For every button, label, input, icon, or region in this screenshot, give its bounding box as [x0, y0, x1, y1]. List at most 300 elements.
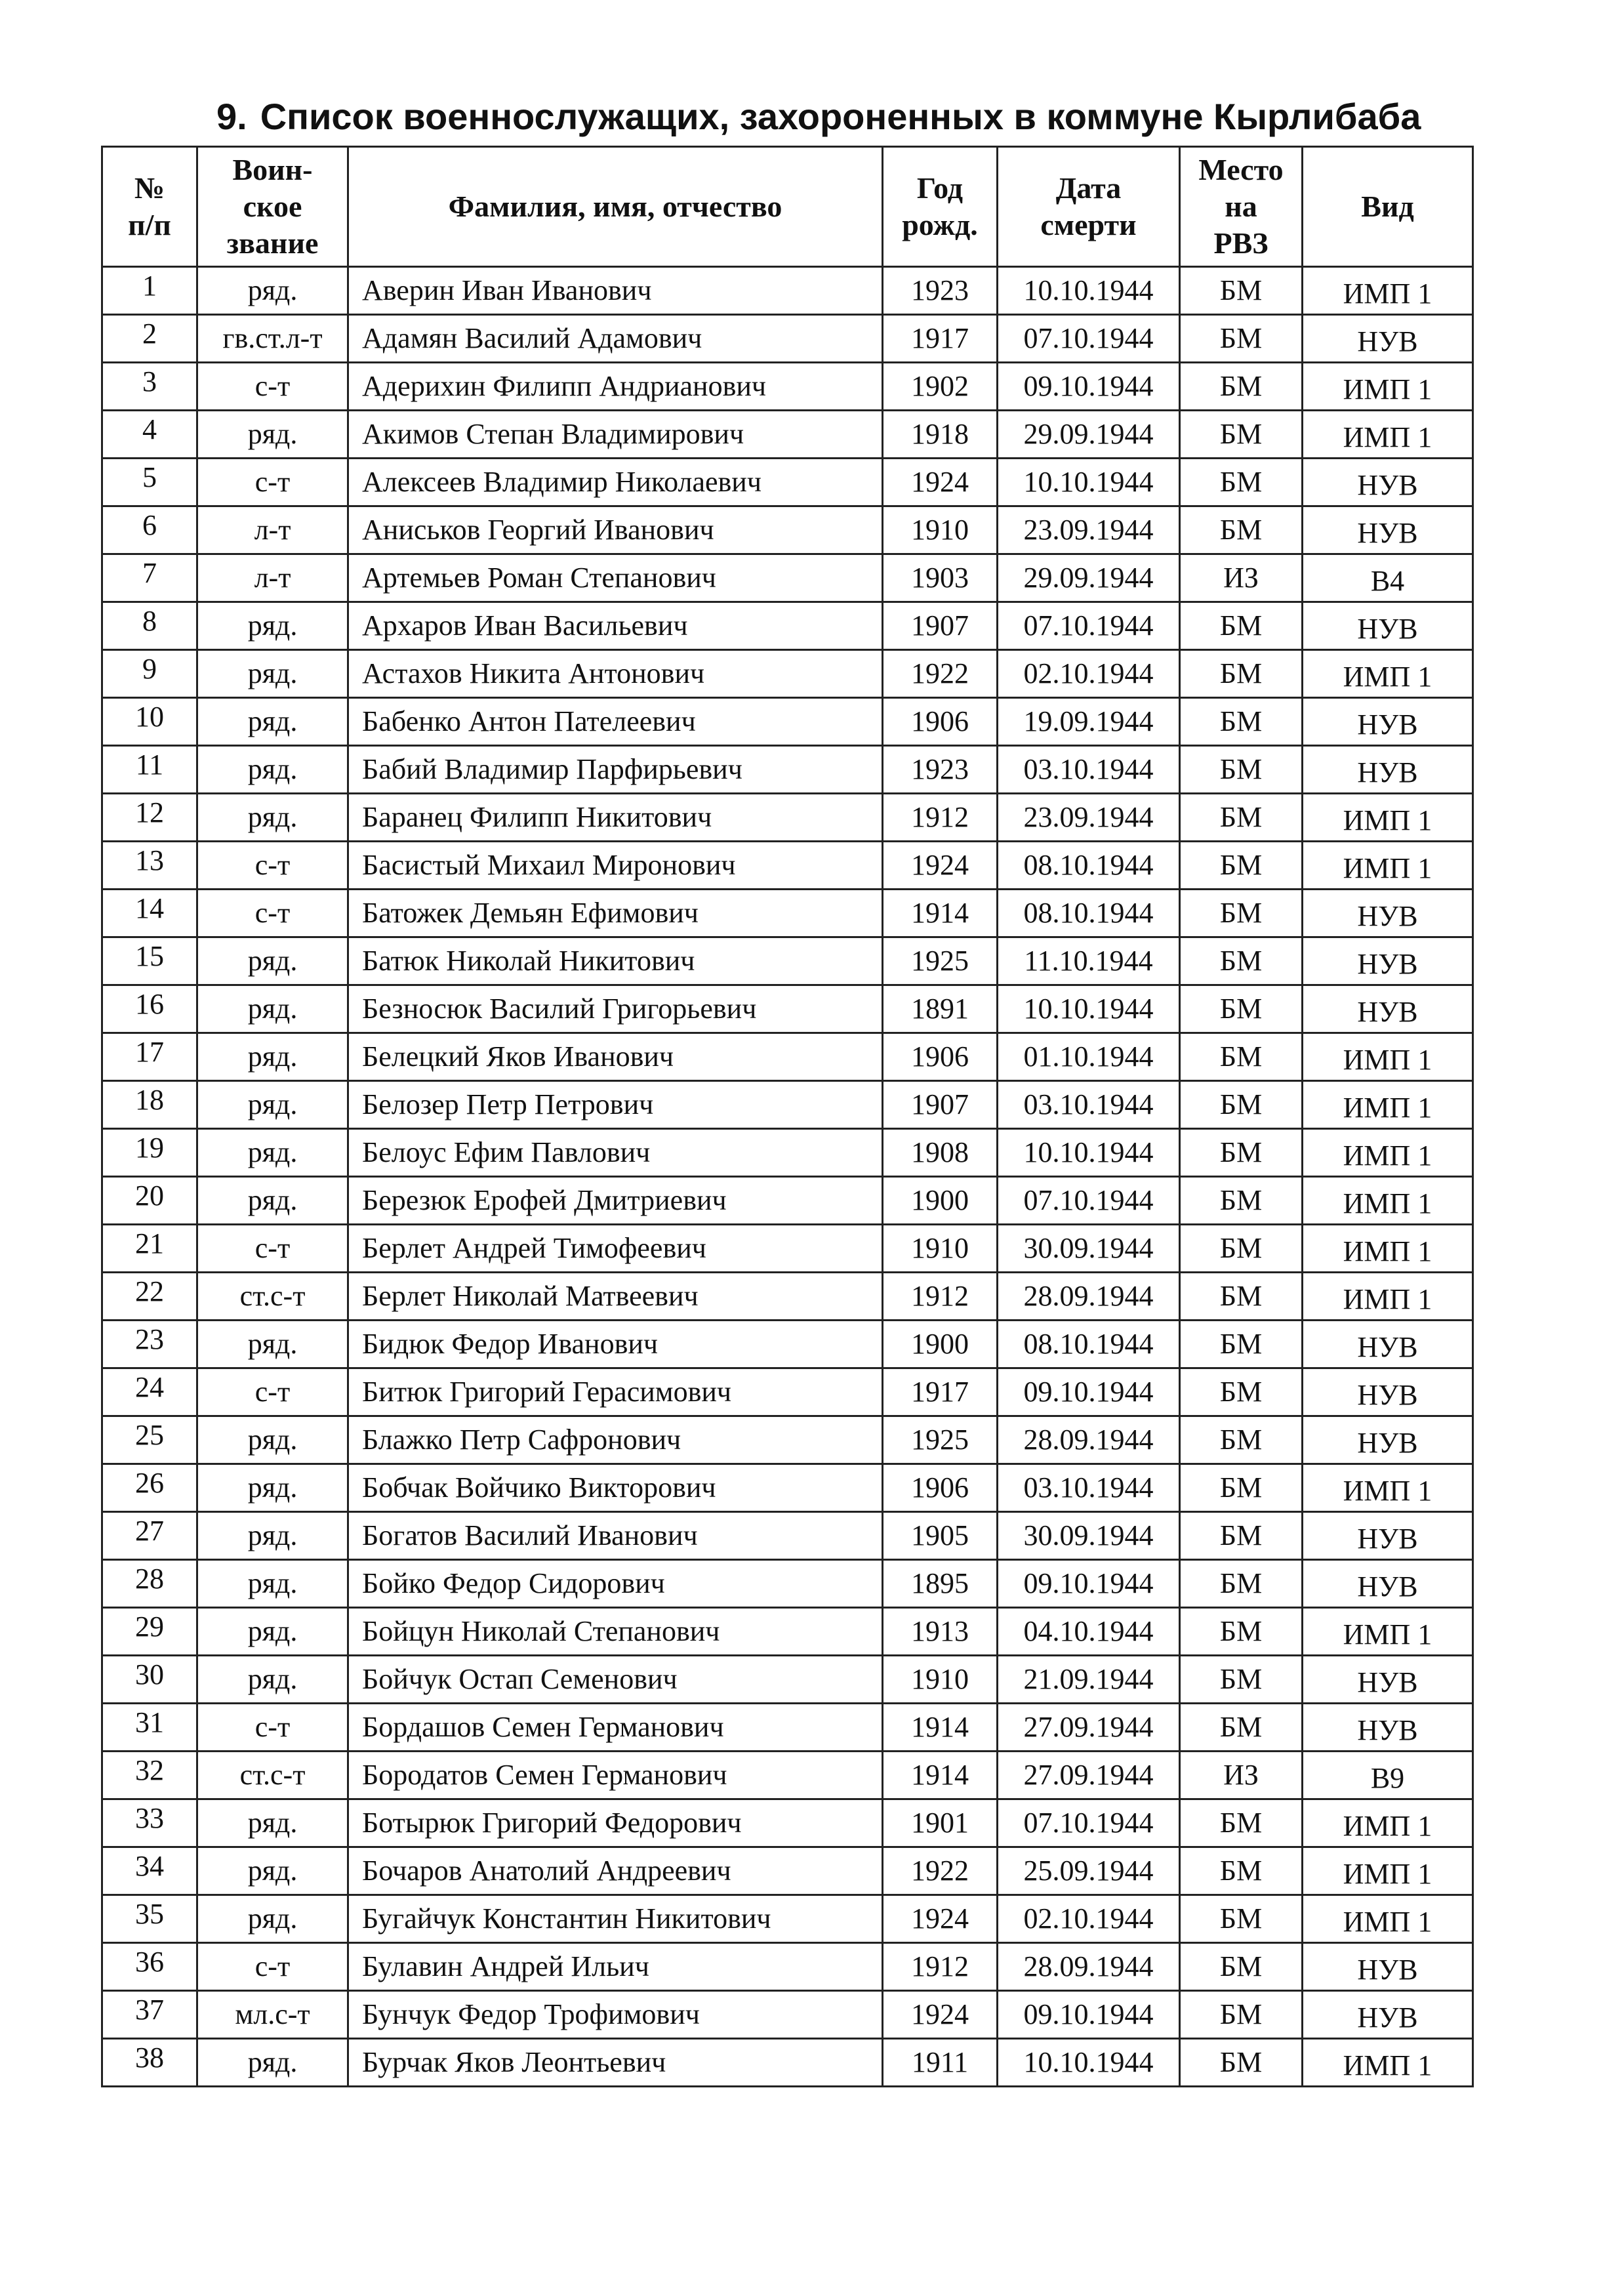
table-row	[102, 650, 1473, 698]
table-row	[102, 459, 1473, 506]
cell-rank: с-т	[197, 1368, 348, 1416]
cell-rank: ряд.	[197, 1416, 348, 1464]
header-birth-year: Год рожд.	[883, 147, 998, 267]
cell-place: БМ	[1180, 985, 1303, 1033]
cell-name: Батожек Демьян Ефимович	[348, 890, 883, 937]
table-row	[102, 842, 1473, 890]
cell-rank: с-т	[197, 1704, 348, 1752]
cell-num: 7	[102, 554, 197, 602]
cell-place: БМ	[1180, 1225, 1303, 1273]
cell-death-date: 23.09.1944	[998, 794, 1180, 842]
cell-name: Булавин Андрей Ильич	[348, 1943, 883, 1991]
cell-rank: ряд.	[197, 698, 348, 746]
cell-rank: ряд.	[197, 1656, 348, 1704]
cell-death-date: 10.10.1944	[998, 1129, 1180, 1177]
cell-death-date: 07.10.1944	[998, 315, 1180, 363]
cell-rank: л-т	[197, 506, 348, 554]
cell-rank: ряд.	[197, 794, 348, 842]
table-row	[102, 1895, 1473, 1943]
cell-kind: ИМП 1	[1303, 363, 1473, 411]
table-row	[102, 2039, 1473, 2087]
cell-death-date: 09.10.1944	[998, 1368, 1180, 1416]
cell-death-date: 11.10.1944	[998, 937, 1180, 985]
cell-kind: НУВ	[1303, 1512, 1473, 1560]
cell-place: БМ	[1180, 602, 1303, 650]
cell-name: Баранец Филипп Никитович	[348, 794, 883, 842]
burial-roster-table	[101, 146, 1474, 2087]
cell-birth-year: 1924	[883, 1991, 998, 2039]
cell-rank: ряд.	[197, 1129, 348, 1177]
cell-kind: ИМП 1	[1303, 1081, 1473, 1129]
table-row	[102, 1225, 1473, 1273]
cell-rank: ст.с-т	[197, 1752, 348, 1799]
cell-place: БМ	[1180, 650, 1303, 698]
cell-death-date: 03.10.1944	[998, 1464, 1180, 1512]
title-text: Список военнослужащих, захороненных в коммуне Кырлибаба	[260, 96, 1421, 137]
cell-death-date: 25.09.1944	[998, 1847, 1180, 1895]
cell-num: 17	[102, 1033, 197, 1081]
cell-kind: НУВ	[1303, 937, 1473, 985]
cell-num: 2	[102, 315, 197, 363]
table-row	[102, 1081, 1473, 1129]
cell-place: БМ	[1180, 1368, 1303, 1416]
cell-rank: с-т	[197, 842, 348, 890]
cell-rank: ряд.	[197, 1560, 348, 1608]
cell-place: БМ	[1180, 1943, 1303, 1991]
cell-place: БМ	[1180, 1799, 1303, 1847]
cell-rank: ряд.	[197, 1895, 348, 1943]
cell-death-date: 09.10.1944	[998, 1560, 1180, 1608]
cell-place: БМ	[1180, 2039, 1303, 2087]
cell-num: 26	[102, 1464, 197, 1512]
cell-kind: ИМП 1	[1303, 842, 1473, 890]
table-row	[102, 746, 1473, 794]
cell-rank: с-т	[197, 363, 348, 411]
cell-num: 30	[102, 1656, 197, 1704]
table-row	[102, 794, 1473, 842]
cell-kind: НУВ	[1303, 1656, 1473, 1704]
cell-rank: мл.с-т	[197, 1991, 348, 2039]
cell-num: 36	[102, 1943, 197, 1991]
cell-kind: ИМП 1	[1303, 1464, 1473, 1512]
cell-birth-year: 1911	[883, 2039, 998, 2087]
header-num: № п/п	[102, 147, 197, 267]
cell-kind: ИМП 1	[1303, 1799, 1473, 1847]
cell-place: БМ	[1180, 1704, 1303, 1752]
cell-place: БМ	[1180, 1847, 1303, 1895]
cell-birth-year: 1902	[883, 363, 998, 411]
cell-death-date: 10.10.1944	[998, 985, 1180, 1033]
cell-death-date: 03.10.1944	[998, 746, 1180, 794]
cell-num: 25	[102, 1416, 197, 1464]
table-row	[102, 1656, 1473, 1704]
cell-birth-year: 1910	[883, 506, 998, 554]
cell-place: БМ	[1180, 1273, 1303, 1321]
cell-death-date: 08.10.1944	[998, 842, 1180, 890]
cell-kind: В4	[1303, 554, 1473, 602]
cell-name: Артемьев Роман Степанович	[348, 554, 883, 602]
cell-birth-year: 1906	[883, 698, 998, 746]
cell-place: БМ	[1180, 890, 1303, 937]
table-row	[102, 411, 1473, 459]
header-death-date: Дата смерти	[998, 147, 1180, 267]
cell-kind: ИМП 1	[1303, 1608, 1473, 1656]
cell-birth-year: 1923	[883, 746, 998, 794]
cell-name: Бабий Владимир Парфирьевич	[348, 746, 883, 794]
cell-rank: ряд.	[197, 1033, 348, 1081]
cell-birth-year: 1923	[883, 267, 998, 315]
cell-name: Берлет Николай Матвеевич	[348, 1273, 883, 1321]
cell-name: Бурчак Яков Леонтьевич	[348, 2039, 883, 2087]
cell-place: БМ	[1180, 698, 1303, 746]
cell-death-date: 03.10.1944	[998, 1081, 1180, 1129]
cell-name: Акимов Степан Владимирович	[348, 411, 883, 459]
table-row	[102, 1512, 1473, 1560]
cell-name: Березюк Ерофей Дмитриевич	[348, 1177, 883, 1225]
cell-name: Бунчук Федор Трофимович	[348, 1991, 883, 2039]
cell-kind: НУВ	[1303, 602, 1473, 650]
cell-birth-year: 1912	[883, 794, 998, 842]
table-row	[102, 1177, 1473, 1225]
cell-name: Архаров Иван Васильевич	[348, 602, 883, 650]
cell-rank: ряд.	[197, 1799, 348, 1847]
cell-num: 16	[102, 985, 197, 1033]
cell-name: Бабенко Антон Пателеевич	[348, 698, 883, 746]
section-number: 9.	[216, 96, 247, 137]
cell-name: Белозер Петр Петрович	[348, 1081, 883, 1129]
cell-name: Бойцун Николай Степанович	[348, 1608, 883, 1656]
cell-num: 29	[102, 1608, 197, 1656]
cell-birth-year: 1907	[883, 1081, 998, 1129]
table-row	[102, 1464, 1473, 1512]
cell-rank: ряд.	[197, 1321, 348, 1368]
page-title	[216, 91, 1528, 143]
cell-num: 35	[102, 1895, 197, 1943]
cell-rank: ряд.	[197, 411, 348, 459]
cell-birth-year: 1895	[883, 1560, 998, 1608]
cell-death-date: 21.09.1944	[998, 1656, 1180, 1704]
cell-death-date: 10.10.1944	[998, 267, 1180, 315]
table-row	[102, 1704, 1473, 1752]
cell-place: БМ	[1180, 1512, 1303, 1560]
cell-birth-year: 1908	[883, 1129, 998, 1177]
cell-kind: ИМП 1	[1303, 1033, 1473, 1081]
cell-name: Бобчак Войчико Викторович	[348, 1464, 883, 1512]
cell-name: Бойчук Остап Семенович	[348, 1656, 883, 1704]
cell-birth-year: 1914	[883, 1704, 998, 1752]
cell-rank: гв.ст.л-т	[197, 315, 348, 363]
cell-kind: ИМП 1	[1303, 1177, 1473, 1225]
cell-num: 9	[102, 650, 197, 698]
cell-name: Бородатов Семен Германович	[348, 1752, 883, 1799]
cell-kind: НУВ	[1303, 890, 1473, 937]
cell-kind: ИМП 1	[1303, 1895, 1473, 1943]
cell-birth-year: 1912	[883, 1273, 998, 1321]
table-row	[102, 315, 1473, 363]
cell-birth-year: 1900	[883, 1321, 998, 1368]
cell-name: Адамян Василий Адамович	[348, 315, 883, 363]
cell-place: БМ	[1180, 1081, 1303, 1129]
cell-num: 8	[102, 602, 197, 650]
cell-death-date: 08.10.1944	[998, 1321, 1180, 1368]
cell-kind: ИМП 1	[1303, 1273, 1473, 1321]
table-row	[102, 1991, 1473, 2039]
cell-place: БМ	[1180, 1416, 1303, 1464]
table-row	[102, 1608, 1473, 1656]
cell-place: БМ	[1180, 1177, 1303, 1225]
cell-place: БМ	[1180, 1464, 1303, 1512]
cell-kind: НУВ	[1303, 746, 1473, 794]
cell-kind: ИМП 1	[1303, 2039, 1473, 2087]
cell-birth-year: 1925	[883, 937, 998, 985]
cell-rank: ряд.	[197, 1177, 348, 1225]
cell-name: Блажко Петр Сафронович	[348, 1416, 883, 1464]
cell-kind: В9	[1303, 1752, 1473, 1799]
cell-death-date: 30.09.1944	[998, 1225, 1180, 1273]
cell-death-date: 09.10.1944	[998, 363, 1180, 411]
cell-num: 32	[102, 1752, 197, 1799]
cell-kind: ИМП 1	[1303, 1129, 1473, 1177]
cell-place: БМ	[1180, 746, 1303, 794]
cell-death-date: 07.10.1944	[998, 1799, 1180, 1847]
cell-name: Богатов Василий Иванович	[348, 1512, 883, 1560]
cell-kind: ИМП 1	[1303, 794, 1473, 842]
cell-death-date: 28.09.1944	[998, 1943, 1180, 1991]
cell-place: БМ	[1180, 1656, 1303, 1704]
cell-death-date: 30.09.1944	[998, 1512, 1180, 1560]
cell-death-date: 29.09.1944	[998, 554, 1180, 602]
cell-num: 20	[102, 1177, 197, 1225]
cell-birth-year: 1914	[883, 890, 998, 937]
table-body	[102, 267, 1473, 2087]
cell-kind: ИМП 1	[1303, 650, 1473, 698]
cell-place: БМ	[1180, 267, 1303, 315]
cell-place: БМ	[1180, 1321, 1303, 1368]
cell-death-date: 10.10.1944	[998, 2039, 1180, 2087]
table-row	[102, 1129, 1473, 1177]
cell-death-date: 19.09.1944	[998, 698, 1180, 746]
cell-place: БМ	[1180, 506, 1303, 554]
cell-num: 31	[102, 1704, 197, 1752]
cell-num: 3	[102, 363, 197, 411]
cell-kind: НУВ	[1303, 1416, 1473, 1464]
cell-birth-year: 1917	[883, 315, 998, 363]
table-row	[102, 1752, 1473, 1799]
cell-kind: ИМП 1	[1303, 267, 1473, 315]
cell-num: 22	[102, 1273, 197, 1321]
cell-death-date: 23.09.1944	[998, 506, 1180, 554]
cell-rank: с-т	[197, 1943, 348, 1991]
cell-place: БМ	[1180, 363, 1303, 411]
cell-kind: НУВ	[1303, 698, 1473, 746]
cell-num: 14	[102, 890, 197, 937]
cell-name: Алексеев Владимир Николаевич	[348, 459, 883, 506]
cell-birth-year: 1910	[883, 1225, 998, 1273]
cell-birth-year: 1922	[883, 650, 998, 698]
cell-death-date: 09.10.1944	[998, 1991, 1180, 2039]
cell-death-date: 28.09.1944	[998, 1416, 1180, 1464]
cell-num: 12	[102, 794, 197, 842]
table-row	[102, 1847, 1473, 1895]
cell-place: БМ	[1180, 1129, 1303, 1177]
table-row	[102, 890, 1473, 937]
cell-death-date: 07.10.1944	[998, 602, 1180, 650]
cell-name: Бордашов Семен Германович	[348, 1704, 883, 1752]
cell-place: БМ	[1180, 411, 1303, 459]
cell-birth-year: 1924	[883, 1895, 998, 1943]
cell-birth-year: 1914	[883, 1752, 998, 1799]
cell-name: Басистый Михаил Миронович	[348, 842, 883, 890]
cell-death-date: 04.10.1944	[998, 1608, 1180, 1656]
cell-place: БМ	[1180, 794, 1303, 842]
table-row	[102, 506, 1473, 554]
cell-kind: НУВ	[1303, 1560, 1473, 1608]
cell-name: Белецкий Яков Иванович	[348, 1033, 883, 1081]
cell-rank: ряд.	[197, 2039, 348, 2087]
cell-num: 1	[102, 267, 197, 315]
table-row	[102, 1799, 1473, 1847]
cell-rank: ст.с-т	[197, 1273, 348, 1321]
cell-num: 5	[102, 459, 197, 506]
cell-kind: НУВ	[1303, 1991, 1473, 2039]
table-row	[102, 1416, 1473, 1464]
cell-kind: НУВ	[1303, 315, 1473, 363]
cell-birth-year: 1905	[883, 1512, 998, 1560]
cell-rank: с-т	[197, 459, 348, 506]
cell-num: 19	[102, 1129, 197, 1177]
cell-num: 23	[102, 1321, 197, 1368]
cell-rank: ряд.	[197, 650, 348, 698]
cell-birth-year: 1900	[883, 1177, 998, 1225]
cell-num: 38	[102, 2039, 197, 2087]
cell-rank: ряд.	[197, 1081, 348, 1129]
cell-death-date: 07.10.1944	[998, 1177, 1180, 1225]
cell-num: 28	[102, 1560, 197, 1608]
table-row	[102, 1560, 1473, 1608]
cell-name: Бидюк Федор Иванович	[348, 1321, 883, 1368]
header-rank: Воин- ское звание	[197, 147, 348, 267]
cell-kind: НУВ	[1303, 1321, 1473, 1368]
cell-kind: НУВ	[1303, 1704, 1473, 1752]
cell-kind: ИМП 1	[1303, 1225, 1473, 1273]
cell-name: Белоус Ефим Павлович	[348, 1129, 883, 1177]
cell-name: Аверин Иван Иванович	[348, 267, 883, 315]
cell-kind: НУВ	[1303, 1943, 1473, 1991]
cell-birth-year: 1913	[883, 1608, 998, 1656]
table-row	[102, 363, 1473, 411]
cell-birth-year: 1924	[883, 842, 998, 890]
header-kind: Вид	[1303, 147, 1473, 267]
cell-name: Ботырюк Григорий Федорович	[348, 1799, 883, 1847]
cell-place: БМ	[1180, 1033, 1303, 1081]
cell-birth-year: 1917	[883, 1368, 998, 1416]
cell-name: Безносюк Василий Григорьевич	[348, 985, 883, 1033]
table-row	[102, 698, 1473, 746]
cell-name: Астахов Никита Антонович	[348, 650, 883, 698]
cell-birth-year: 1906	[883, 1464, 998, 1512]
cell-place: БМ	[1180, 1991, 1303, 2039]
cell-death-date: 27.09.1944	[998, 1704, 1180, 1752]
header-row	[102, 147, 1473, 267]
cell-place: БМ	[1180, 1895, 1303, 1943]
table-row	[102, 1368, 1473, 1416]
cell-birth-year: 1901	[883, 1799, 998, 1847]
cell-birth-year: 1925	[883, 1416, 998, 1464]
table-row	[102, 937, 1473, 985]
cell-rank: ряд.	[197, 985, 348, 1033]
header-name: Фамилия, имя, отчество	[348, 147, 883, 267]
cell-kind: ИМП 1	[1303, 1847, 1473, 1895]
table-row	[102, 1943, 1473, 1991]
cell-num: 34	[102, 1847, 197, 1895]
cell-place: БМ	[1180, 459, 1303, 506]
table-row	[102, 554, 1473, 602]
cell-death-date: 29.09.1944	[998, 411, 1180, 459]
cell-birth-year: 1912	[883, 1943, 998, 1991]
cell-num: 15	[102, 937, 197, 985]
cell-rank: ряд.	[197, 267, 348, 315]
cell-death-date: 27.09.1944	[998, 1752, 1180, 1799]
cell-num: 24	[102, 1368, 197, 1416]
cell-place: БМ	[1180, 315, 1303, 363]
cell-kind: НУВ	[1303, 1368, 1473, 1416]
cell-name: Бойко Федор Сидорович	[348, 1560, 883, 1608]
cell-num: 6	[102, 506, 197, 554]
cell-death-date: 10.10.1944	[998, 459, 1180, 506]
cell-rank: с-т	[197, 1225, 348, 1273]
cell-num: 18	[102, 1081, 197, 1129]
cell-num: 11	[102, 746, 197, 794]
cell-rank: ряд.	[197, 1464, 348, 1512]
cell-rank: ряд.	[197, 1512, 348, 1560]
table-row	[102, 602, 1473, 650]
cell-place: БМ	[1180, 1608, 1303, 1656]
cell-kind: НУВ	[1303, 459, 1473, 506]
cell-birth-year: 1903	[883, 554, 998, 602]
cell-death-date: 02.10.1944	[998, 1895, 1180, 1943]
cell-rank: ряд.	[197, 746, 348, 794]
cell-place: БМ	[1180, 842, 1303, 890]
cell-kind: НУВ	[1303, 506, 1473, 554]
cell-name: Берлет Андрей Тимофеевич	[348, 1225, 883, 1273]
cell-rank: ряд.	[197, 1608, 348, 1656]
cell-birth-year: 1922	[883, 1847, 998, 1895]
cell-birth-year: 1906	[883, 1033, 998, 1081]
table-row	[102, 1033, 1473, 1081]
table-row	[102, 1321, 1473, 1368]
cell-name: Адерихин Филипп Андрианович	[348, 363, 883, 411]
cell-kind: НУВ	[1303, 985, 1473, 1033]
cell-kind: ИМП 1	[1303, 411, 1473, 459]
cell-death-date: 08.10.1944	[998, 890, 1180, 937]
cell-death-date: 28.09.1944	[998, 1273, 1180, 1321]
cell-name: Бугайчук Константин Никитович	[348, 1895, 883, 1943]
cell-place: БМ	[1180, 1560, 1303, 1608]
cell-death-date: 02.10.1944	[998, 650, 1180, 698]
cell-rank: ряд.	[197, 602, 348, 650]
cell-rank: л-т	[197, 554, 348, 602]
cell-birth-year: 1910	[883, 1656, 998, 1704]
cell-num: 33	[102, 1799, 197, 1847]
header-place: Место на РВЗ	[1180, 147, 1303, 267]
cell-name: Аниськов Георгий Иванович	[348, 506, 883, 554]
cell-num: 27	[102, 1512, 197, 1560]
cell-place: БМ	[1180, 937, 1303, 985]
cell-num: 4	[102, 411, 197, 459]
cell-birth-year: 1924	[883, 459, 998, 506]
table-row	[102, 267, 1473, 315]
table-row	[102, 1273, 1473, 1321]
